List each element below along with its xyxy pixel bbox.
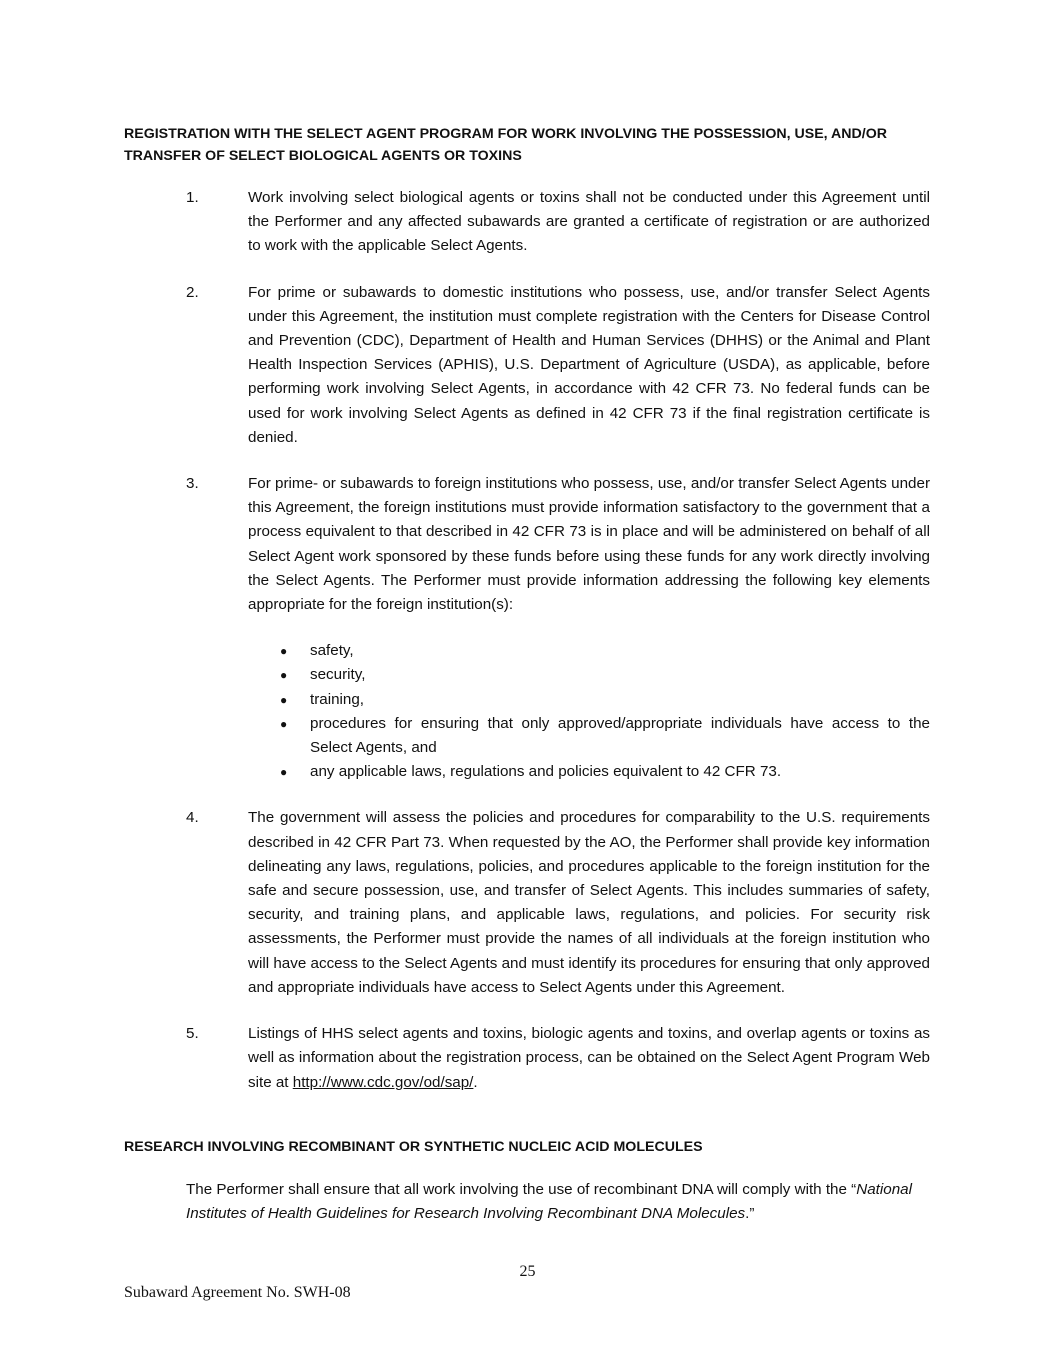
bullet-list [124, 639, 930, 784]
list-number: 3. [186, 475, 199, 493]
list-item-3 [124, 472, 930, 784]
closing-text-end: .” [745, 1205, 755, 1222]
bullet-text: procedures for ensuring that only approved/appropriate individuals have access to the Select Agents, and [310, 714, 930, 757]
bullet-item [124, 712, 930, 760]
list-number: 4. [186, 809, 199, 827]
recombinant-dna-paragraph [186, 1178, 930, 1226]
bullet-item [124, 760, 930, 784]
list-item-4 [124, 806, 930, 1000]
bullet-icon: ● [280, 716, 288, 731]
list-item-text [248, 1022, 930, 1095]
list-item-text: For prime or subawards to domestic institutions who possess, use, and/or transfer Select Agents under this Agreement, the institution must complete registration with the Centers for Disease Control and Prevention (CDC), Department of Health and Human Services (DHHS) or the Animal and Plant Health Inspection Services (APHIS), U.S. Department of Agriculture (USDA), as applicable, before performing work involving Select Agents, in accordance with 42 CFR 73. No federal funds can be used for work involving Select Agents as defined in 42 CFR 73 if the final registration certificate is denied. [248, 283, 930, 446]
page-number: 25 [519, 1263, 536, 1280]
bullet-item [124, 639, 930, 663]
section-heading-recombinant-dna: RESEARCH INVOLVING RECOMBINANT OR SYNTHETIC NUCLEIC ACID MOLECULES [124, 1139, 703, 1155]
bullet-icon: ● [280, 668, 288, 683]
bullet-item [124, 688, 930, 712]
select-agent-program-link[interactable]: http://www.cdc.gov/od/sap/ [292, 1073, 474, 1091]
bullet-item [124, 663, 930, 687]
bullet-text: safety, [310, 642, 354, 660]
list-item-1 [124, 186, 930, 259]
list-item-text: The government will assess the policies and procedures for comparability to the U.S. requirements described in 42 CFR Part 73. When requested by the AO, the Performer shall provide key information delineating any laws, regulations, policies, and procedures applicable to the foreign institution for the safe and secure possession, use, and transfer of Select Agents. This includes summaries of safety, security, and training plans, and applicable laws, regulations, and policies. For security risk assessments, the Performer must provide the names of all individuals at the foreign institution who will have access to the Select Agents and must identify its procedures for ensuring that only approved and appropriate individuals have access to Select Agents under this Agreement. [248, 809, 930, 996]
bullet-icon: ● [280, 692, 288, 707]
list-item-text: Work involving select biological agents or toxins shall not be conducted under this Agreement until the Performer and any affected subawards are granted a certificate of registration or are authorized to work with the applicable Select Agents. [248, 189, 930, 255]
bullet-icon: ● [280, 644, 288, 659]
section-heading-select-agent: REGISTRATION WITH THE SELECT AGENT PROGRAM FOR WORK INVOLVING THE POSSESSION, USE, AND/OR TRANSFER OF SELECT BIOLOGICAL AGENTS OR TOXINS [124, 126, 887, 164]
numbered-list [124, 186, 930, 1117]
bullet-text: training, [310, 690, 365, 708]
list-number: 5. [186, 1025, 199, 1043]
list-number: 2. [186, 283, 199, 301]
bullet-icon: ● [280, 765, 288, 780]
list-item-2 [124, 281, 930, 450]
list-number: 1. [186, 189, 199, 206]
footer-agreement-number: Subaward Agreement No. SWH-08 [124, 1284, 351, 1301]
bullet-text: security, [310, 666, 366, 684]
list-item-text: For prime- or subawards to foreign institutions who possess, use, and/or transfer Select Agents under this Agreement, the foreign institutions must provide information satisfactory to the government that a process equivalent to that described in 42 CFR 73 is in place and will be administered on behalf of all Select Agent work sponsored by these funds before using these funds for any work directly involving the Select Agents. The Performer must provide information addressing the following key elements appropriate for the foreign institution(s): [248, 475, 930, 614]
bullet-text: any applicable laws, regulations and policies equivalent to 42 CFR 73. [310, 763, 782, 781]
list-item-5 [124, 1022, 930, 1095]
list-item-text-start: Listings of HHS select agents and toxins, biologic agents and toxins, and overlap agents or toxins as well as information about the registration process, can be obtained on the Select Agent Program Web site at [248, 1025, 930, 1091]
nih-guidelines-title: National Institutes of Health Guidelines for Research Involving Recombinant DNA Molecules [186, 1181, 912, 1222]
closing-text-start: The Performer shall ensure that all work involving the use of recombinant DNA will comply with the “ [186, 1181, 857, 1198]
list-item-text-end: . [473, 1073, 478, 1091]
